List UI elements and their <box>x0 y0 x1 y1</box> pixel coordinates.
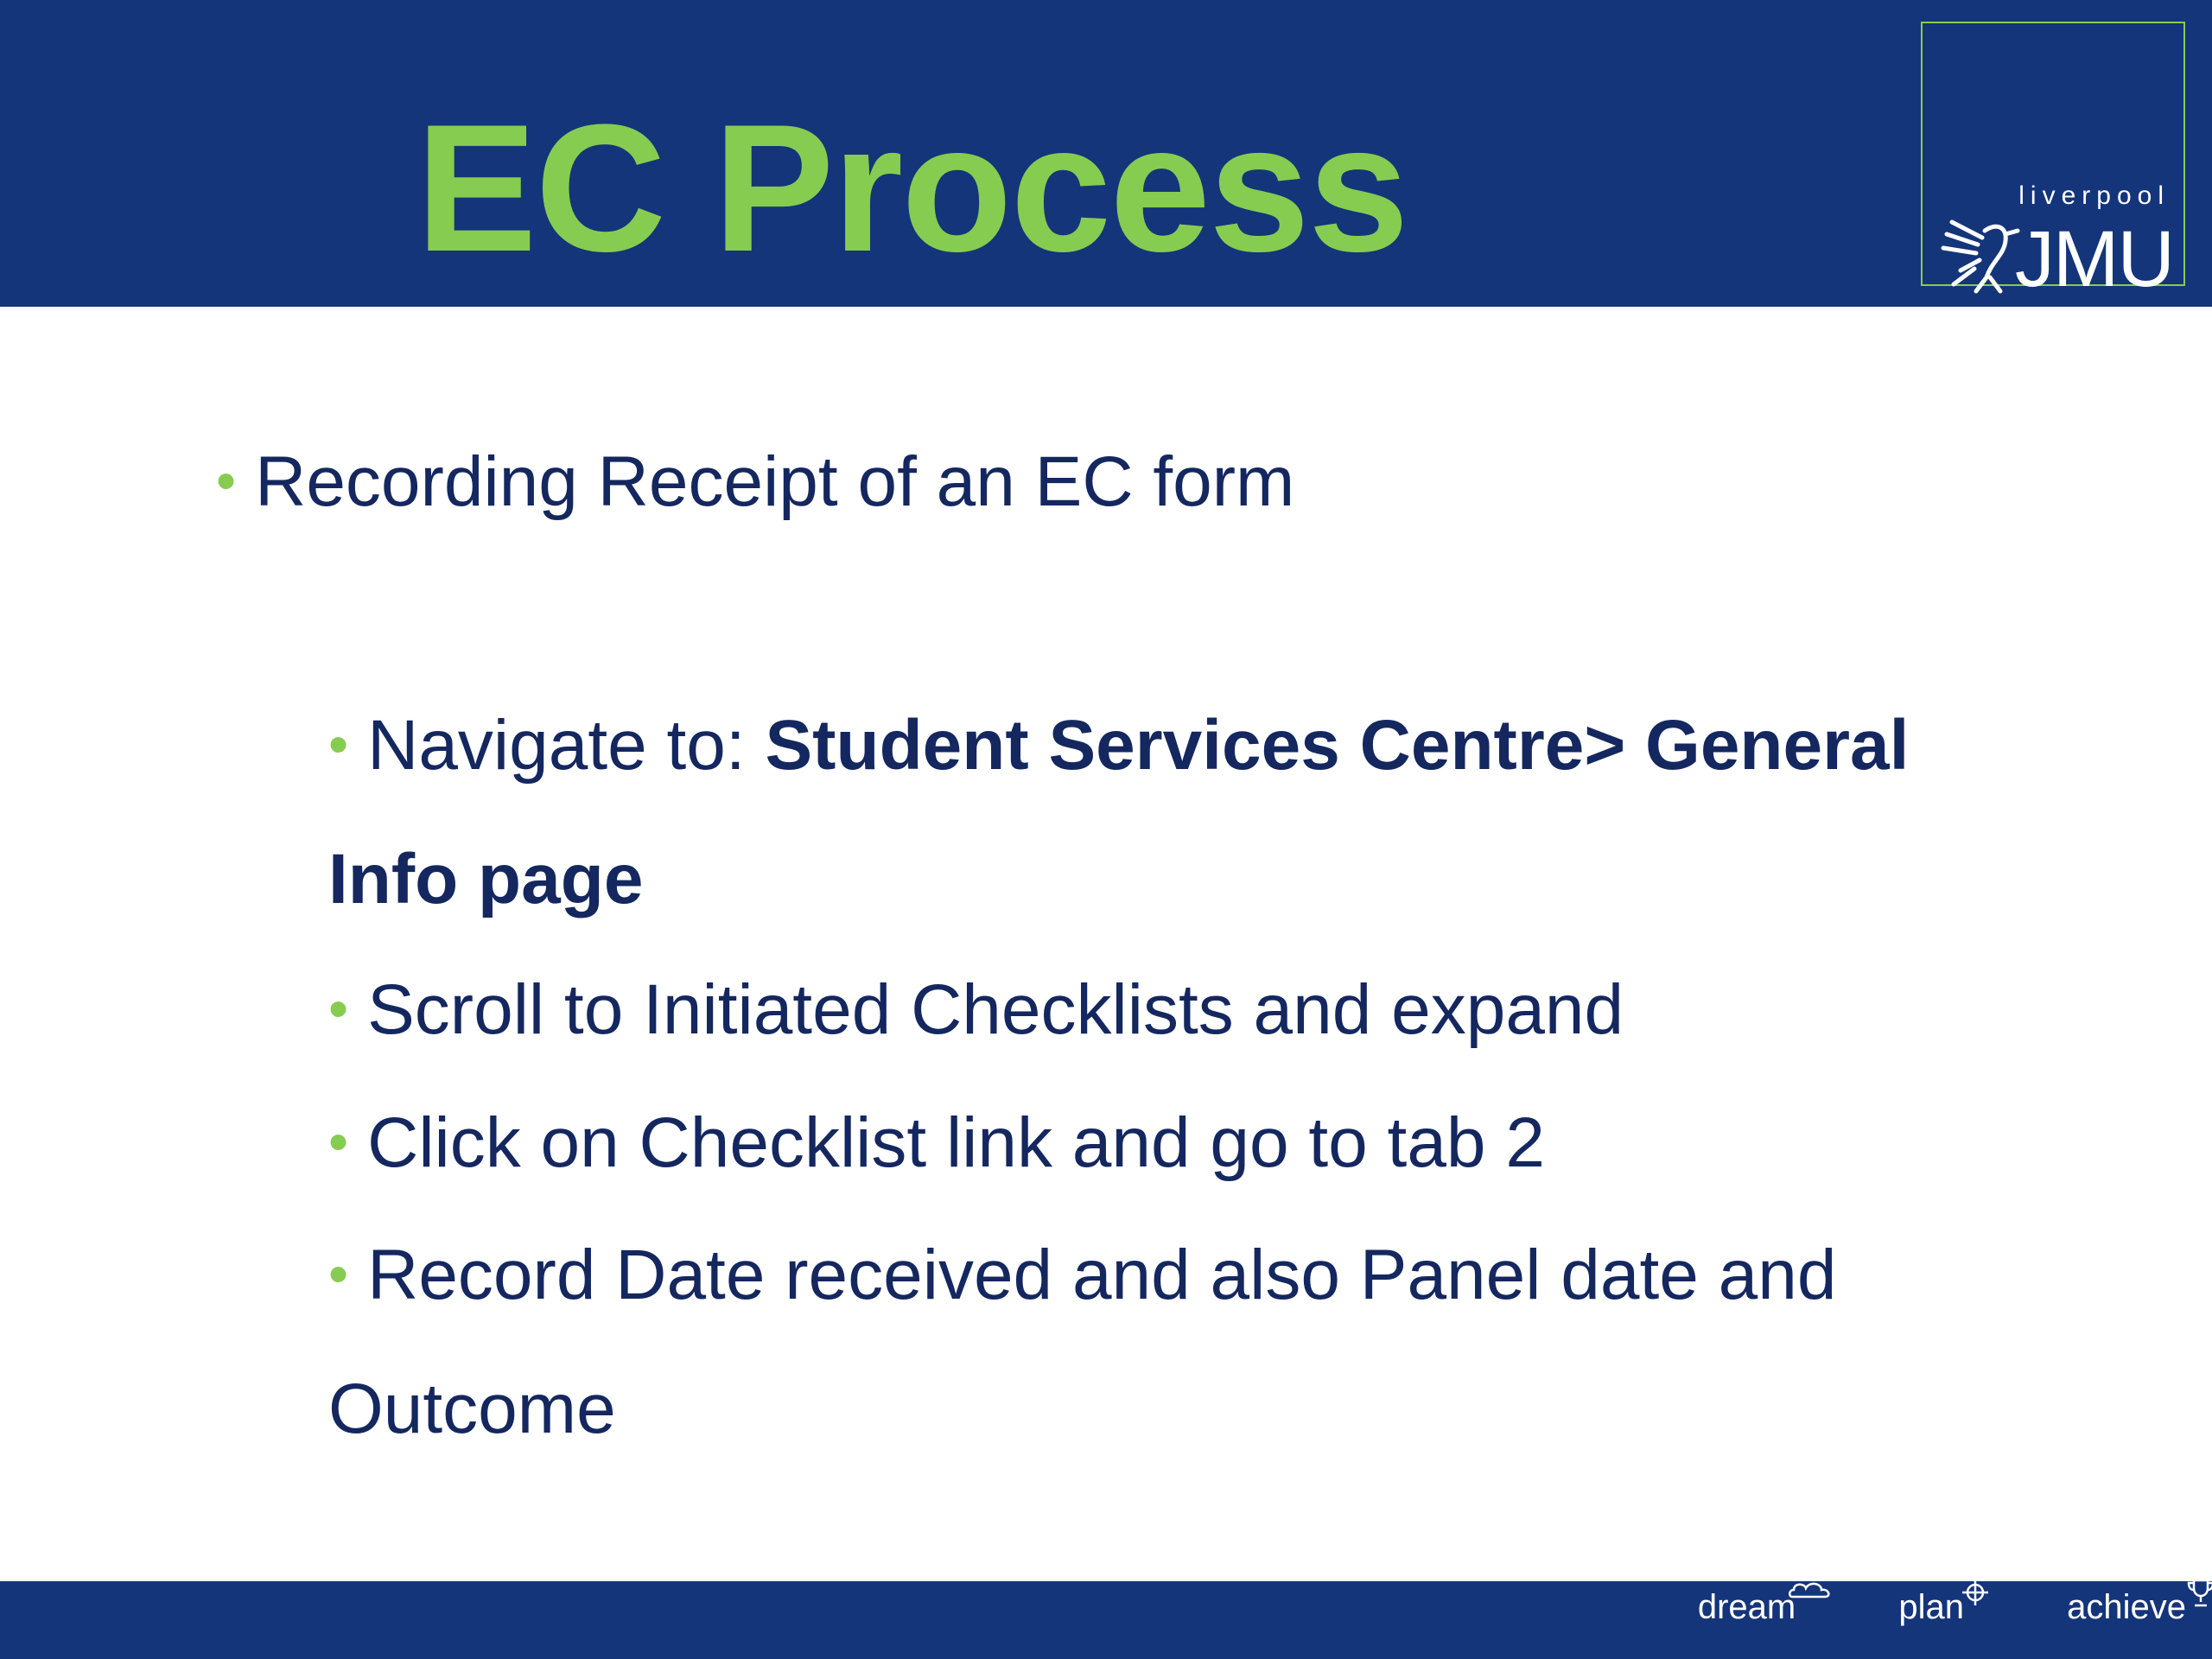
tagline-achieve: achieve <box>2020 1588 2186 1626</box>
sub-bullet-record <box>328 1208 2056 1476</box>
sub-bullet-text: Record Date received and also Panel date and <box>367 1236 1837 1314</box>
bullet-dot-icon: • <box>216 448 237 512</box>
bullet-dot-icon: • <box>328 712 349 776</box>
bullet-dot-icon: • <box>328 1242 349 1306</box>
logo-jmu-text: JMU <box>2014 215 2173 303</box>
sub-bullet-text: Scroll to Initiated Checklists and expand <box>367 970 1624 1049</box>
logo-liverpool-text: liverpool <box>2018 181 2170 210</box>
sub-bullet-text: Navigate to: <box>367 706 766 785</box>
slide-title: EC Process <box>416 86 1408 289</box>
footer-bar <box>0 1581 2212 1659</box>
crosshair-icon <box>1961 1578 1990 1607</box>
sub-bullet-scroll <box>328 943 2056 1077</box>
trophy-icon <box>2186 1578 2212 1609</box>
cloud-icon <box>1787 1578 1835 1604</box>
sub-bullet-bold-path-cont: Info page <box>328 840 644 918</box>
bullet-text: Recording Receipt of an EC form <box>255 442 1295 521</box>
bullet-level-1 <box>216 441 1294 527</box>
bullet-dot-icon: • <box>328 1109 349 1173</box>
tagline-plan: plan <box>1852 1588 1964 1626</box>
sub-bullet-text-cont: Outcome <box>328 1370 616 1448</box>
bullet-dot-icon: • <box>328 976 349 1040</box>
sub-bullet-click <box>328 1076 2056 1210</box>
tagline <box>1651 1588 2186 1627</box>
sub-bullet-navigate <box>328 678 2056 946</box>
sub-bullet-bold-path: Student Services Centre> General <box>765 706 1910 785</box>
sub-bullet-text: Click on Checklist link and go to tab 2 <box>367 1103 1545 1182</box>
tagline-dream: dream <box>1651 1588 1796 1626</box>
